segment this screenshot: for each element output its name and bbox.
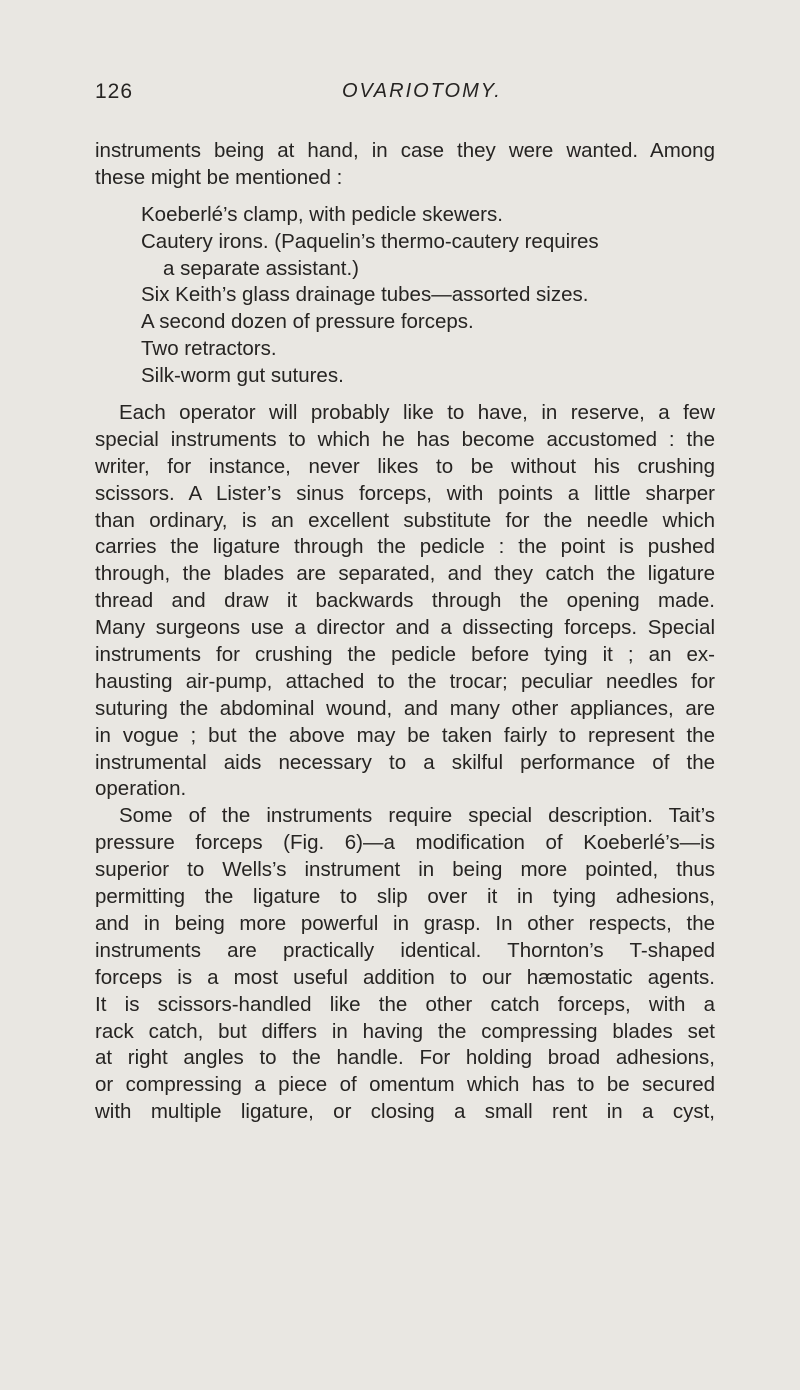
running-head bbox=[95, 80, 715, 110]
running-title: OVARIOTOMY. bbox=[342, 80, 502, 102]
text-line: at right angles to the handle. For holding broad adhesions, bbox=[95, 1046, 715, 1070]
text-line: forceps is a most useful addition to our hæmostatic agents. bbox=[95, 965, 715, 989]
body-text bbox=[95, 138, 715, 1126]
text-line: Each operator will probably like to have, in reserve, a few bbox=[119, 401, 715, 425]
text-line: than ordinary, is an excellent substitute for the needle which bbox=[95, 508, 715, 532]
paragraph-2 bbox=[95, 803, 715, 1126]
list-item: Two retractors. bbox=[141, 337, 277, 361]
list-item: A second dozen of pressure forceps. bbox=[141, 310, 474, 334]
text-line: permitting the ligature to slip over it in tying adhesions, bbox=[95, 885, 715, 909]
text-line: with multiple ligature, or closing a small rent in a cyst, bbox=[95, 1100, 715, 1124]
text-line: carries the ligature through the pedicle : the point is pushed bbox=[95, 535, 715, 559]
list-item: Silk-worm gut sutures. bbox=[141, 364, 344, 388]
text-line: instruments for crushing the pedicle before tying it ; an ex- bbox=[95, 643, 715, 667]
text-line: rack catch, but differs in having the compressing blades set bbox=[95, 1019, 715, 1043]
text-line: pressure forceps (Fig. 6)—a modification of Koeberlé’s—is bbox=[95, 831, 715, 855]
text-line: superior to Wells’s instrument in being more pointed, thus bbox=[95, 858, 715, 882]
list-item: Six Keith’s glass drainage tubes—assorted sizes. bbox=[141, 283, 589, 307]
text-line: operation. bbox=[95, 777, 187, 801]
instrument-list bbox=[95, 202, 715, 390]
text-line: instruments are practically identical. Thornton’s T-shaped bbox=[95, 938, 715, 962]
list-item: Cautery irons. (Paquelin’s thermo-cautery requires bbox=[141, 229, 599, 253]
text-line: It is scissors-handled like the other catch forceps, with a bbox=[95, 992, 715, 1016]
paragraph-1 bbox=[95, 400, 715, 803]
text-line: Some of the instruments require special description. Tait’s bbox=[119, 804, 715, 828]
list-item: Koeberlé’s clamp, with pedicle skewers. bbox=[141, 202, 503, 226]
text-line: and in being more powerful in grasp. In other respects, the bbox=[95, 911, 715, 935]
text-line: through, the blades are separated, and they catch the ligature bbox=[95, 562, 715, 586]
text-line: instrumental aids necessary to a skilful performance of the bbox=[95, 750, 715, 774]
text-line: these might be mentioned : bbox=[95, 165, 343, 189]
text-line: writer, for instance, never likes to be without his crushing bbox=[95, 454, 715, 478]
text-line: thread and draw it backwards through the opening made. bbox=[95, 589, 715, 613]
text-line: Many surgeons use a director and a dissecting forceps. Special bbox=[95, 616, 715, 640]
page-number: 126 bbox=[95, 80, 134, 103]
text-line: scissors. A Lister’s sinus forceps, with points a little sharper bbox=[95, 481, 715, 505]
text-line: instruments being at hand, in case they were wanted. Among bbox=[95, 139, 715, 162]
text-line: in vogue ; but the above may be taken fairly to represent the bbox=[95, 723, 715, 747]
text-line: hausting air-pump, attached to the trocar; peculiar needles for bbox=[95, 669, 715, 693]
list-item-continuation: a separate assistant.) bbox=[163, 256, 359, 280]
text-line: special instruments to which he has become accustomed : the bbox=[95, 427, 715, 451]
text-line: or compressing a piece of omentum which has to be secured bbox=[95, 1073, 715, 1097]
text-line: suturing the abdominal wound, and many other appliances, are bbox=[95, 696, 715, 720]
